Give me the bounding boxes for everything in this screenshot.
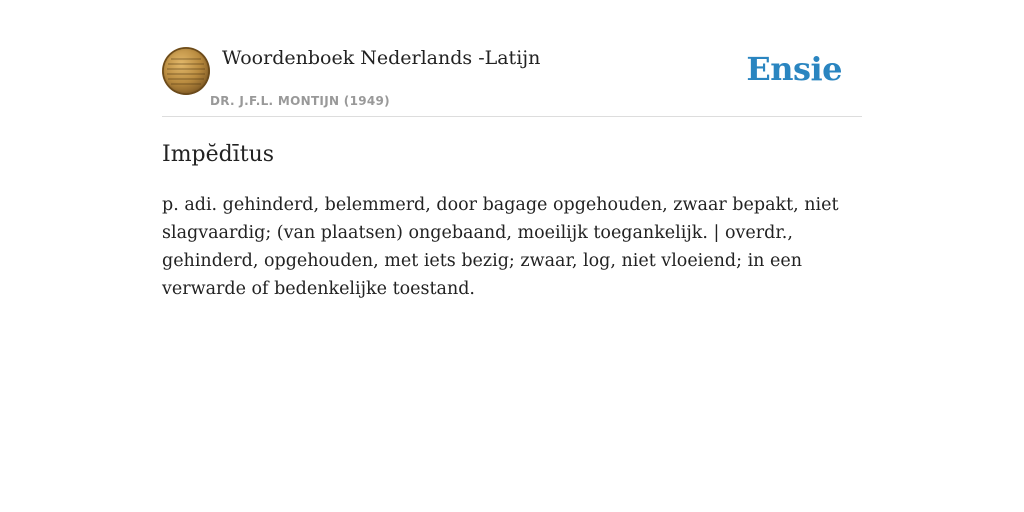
header bbox=[162, 0, 862, 117]
brand-logo[interactable]: Ensie bbox=[746, 50, 842, 88]
coin-logo-icon[interactable] bbox=[162, 47, 210, 95]
entry-definition: p. adi. gehinderd, belemmerd, door bagage opgehouden, zwaar bepakt, niet slagvaardig; (van plaatsen) ongebaand, moeilijk toegankelijk. | overdr., gehinderd, opgehouden, met iets bezig; zwaar, log, niet vloeiend; in een verwarde of bedenkelijke toestand. bbox=[162, 195, 839, 299]
entry-title: Impĕdītus bbox=[162, 142, 275, 167]
book-author: DR. J.F.L. MONTIJN (1949) bbox=[210, 94, 390, 108]
book-title[interactable]: Woordenboek Nederlands -Latijn bbox=[222, 47, 541, 69]
page bbox=[162, 0, 862, 303]
